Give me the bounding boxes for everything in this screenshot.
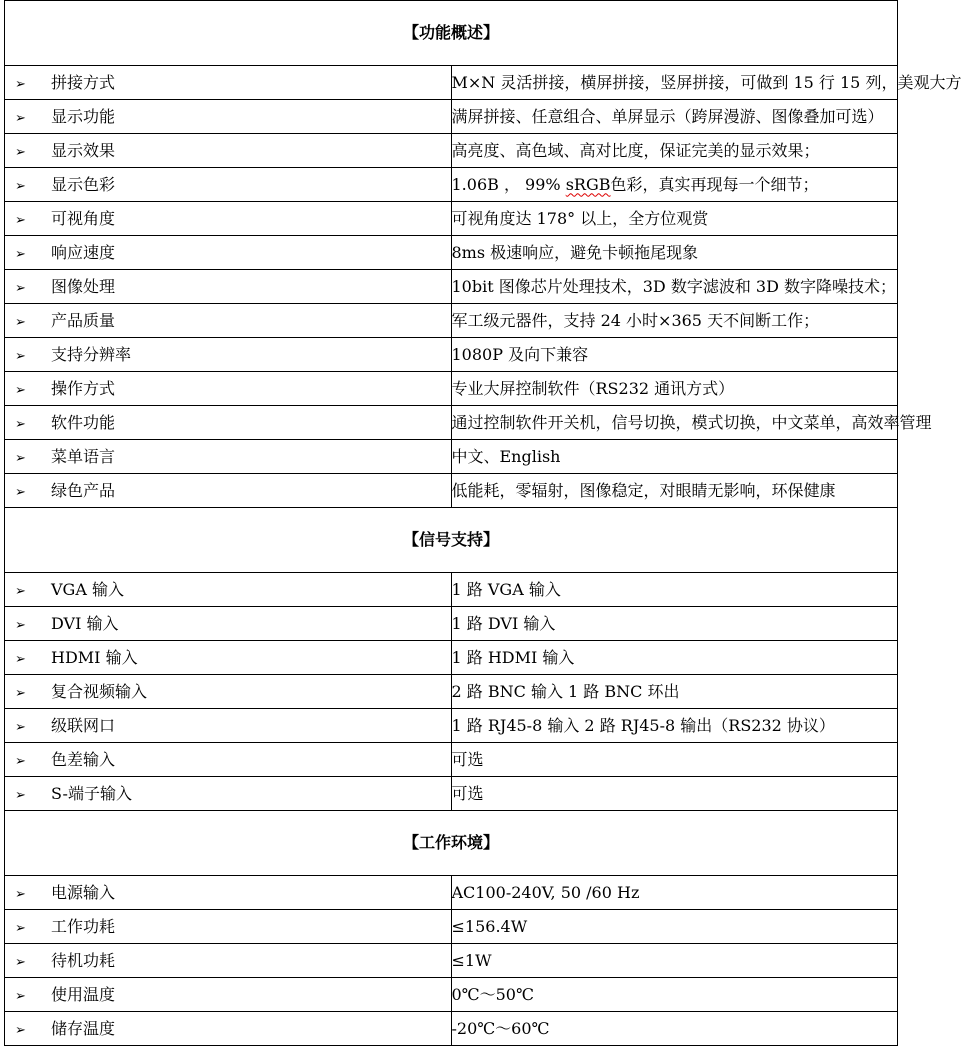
- spec-value: 可视角度达 178° 以上，全方位观赏: [451, 208, 709, 228]
- spec-row: [5, 777, 898, 811]
- spec-value: 可选: [451, 749, 484, 769]
- spec-label-cell: [5, 944, 452, 978]
- spec-row: [5, 66, 898, 100]
- arrow-bullet-icon: ➢: [15, 144, 26, 160]
- spec-label: HDMI 输入: [51, 647, 138, 667]
- spec-value-cell: [451, 304, 898, 338]
- spec-row: [5, 573, 898, 607]
- spec-label: 色差输入: [51, 749, 116, 769]
- spec-value-cell: [451, 743, 898, 777]
- spec-label-cell: [5, 573, 452, 607]
- spec-value-cell: [451, 406, 932, 440]
- spec-value: 中文、English: [451, 446, 561, 466]
- spec-value-cell: [451, 641, 898, 675]
- spec-label-cell: [5, 607, 452, 641]
- arrow-bullet-icon: ➢: [15, 954, 26, 970]
- spec-row: [5, 1012, 898, 1046]
- spec-label-cell: [5, 978, 452, 1012]
- spec-label-cell: [5, 100, 452, 134]
- section-header-row: [5, 1, 898, 66]
- section-header-row: [5, 508, 898, 573]
- spec-label-cell: [5, 709, 452, 743]
- spec-value: 1080P 及向下兼容: [451, 344, 589, 364]
- spec-label: 工作功耗: [51, 916, 116, 936]
- arrow-bullet-icon: ➢: [15, 416, 26, 432]
- spec-label-cell: [5, 338, 452, 372]
- spec-label-cell: [5, 1012, 452, 1046]
- spec-row: [5, 270, 898, 304]
- spec-label: 待机功耗: [51, 950, 116, 970]
- spec-label: DVI 输入: [51, 613, 119, 633]
- arrow-bullet-icon: ➢: [15, 348, 26, 364]
- spec-row: [5, 406, 898, 440]
- spec-row: [5, 474, 898, 508]
- spec-value: ≤156.4W: [451, 916, 528, 936]
- arrow-bullet-icon: ➢: [15, 110, 26, 126]
- arrow-bullet-icon: ➢: [15, 178, 26, 194]
- spec-label-cell: [5, 270, 452, 304]
- spec-label: 软件功能: [51, 412, 116, 432]
- spec-label: 使用温度: [51, 984, 116, 1004]
- arrow-bullet-icon: ➢: [15, 314, 26, 330]
- spec-value: 专业大屏控制软件（RS232 通讯方式）: [451, 378, 735, 398]
- spec-label: 拼接方式: [51, 72, 116, 92]
- spec-row: [5, 743, 898, 777]
- spec-label-cell: [5, 66, 452, 100]
- spec-row: [5, 641, 898, 675]
- spec-label-cell: [5, 202, 452, 236]
- arrow-bullet-icon: ➢: [15, 450, 26, 466]
- spec-value-cell: [451, 474, 898, 508]
- spec-table-body: [5, 1, 961, 1046]
- spec-label-cell: [5, 440, 452, 474]
- arrow-bullet-icon: ➢: [15, 382, 26, 398]
- spec-value-part: 色彩，真实再现每一个细节；: [610, 174, 819, 194]
- spec-value: 1 路 DVI 输入: [451, 613, 556, 633]
- spec-label-cell: [5, 474, 452, 508]
- spec-label-cell: [5, 304, 452, 338]
- spec-row: [5, 100, 898, 134]
- spec-value: 军工级元器件，支持 24 小时×365 天不间断工作；: [451, 310, 820, 330]
- arrow-bullet-icon: ➢: [15, 484, 26, 500]
- spec-value: 可选: [451, 783, 484, 803]
- arrow-bullet-icon: ➢: [15, 988, 26, 1004]
- spec-value: 0℃～50℃: [451, 984, 534, 1004]
- spec-label: 绿色产品: [51, 480, 116, 500]
- arrow-bullet-icon: ➢: [15, 651, 26, 667]
- spec-row: [5, 304, 898, 338]
- spec-label: 显示色彩: [51, 174, 116, 194]
- spec-value: 1 路 RJ45-8 输入 2 路 RJ45-8 输出（RS232 协议）: [451, 715, 835, 735]
- arrow-bullet-icon: ➢: [15, 76, 26, 92]
- spec-value-cell: [451, 978, 898, 1012]
- spec-label-cell: [5, 641, 452, 675]
- spec-label: 复合视频输入: [51, 681, 148, 701]
- spec-value-cell: [451, 372, 898, 406]
- spec-label-cell: [5, 910, 452, 944]
- spec-row: [5, 675, 898, 709]
- spec-value-cell: [451, 134, 898, 168]
- spec-label: 支持分辨率: [51, 344, 132, 364]
- spec-value-part: 1.06B ， 99%: [451, 174, 566, 194]
- spellcheck-marked-text: sRGB: [565, 174, 611, 194]
- spec-label: 可视角度: [51, 208, 116, 228]
- spec-value: 满屏拼接、任意组合、单屏显示（跨屏漫游、图像叠加可选）: [451, 106, 884, 126]
- spec-table: [4, 0, 961, 1046]
- arrow-bullet-icon: ➢: [15, 583, 26, 599]
- section-title: 【功能概述】: [5, 1, 898, 66]
- arrow-bullet-icon: ➢: [15, 719, 26, 735]
- spec-label-cell: [5, 743, 452, 777]
- spec-value-cell: [451, 777, 898, 811]
- spec-row: [5, 709, 898, 743]
- spec-value-cell: [451, 910, 898, 944]
- spec-row: [5, 134, 898, 168]
- arrow-bullet-icon: ➢: [15, 753, 26, 769]
- spec-row: [5, 607, 898, 641]
- spec-value: 1 路 VGA 输入: [451, 579, 561, 599]
- spec-label: 操作方式: [51, 378, 116, 398]
- spec-row: [5, 910, 898, 944]
- spec-label-cell: [5, 168, 452, 202]
- spec-label: 电源输入: [51, 882, 116, 902]
- spec-value-cell: [451, 202, 898, 236]
- spec-label: 图像处理: [51, 276, 116, 296]
- spec-label: S-端子输入: [51, 783, 132, 803]
- spec-row: [5, 876, 898, 910]
- spec-label-cell: [5, 675, 452, 709]
- section-title: 【工作环境】: [5, 811, 898, 876]
- spec-label: 储存温度: [51, 1018, 116, 1038]
- spec-label-cell: [5, 372, 452, 406]
- spec-label: 菜单语言: [51, 446, 116, 466]
- arrow-bullet-icon: ➢: [15, 617, 26, 633]
- spec-row: [5, 338, 898, 372]
- arrow-bullet-icon: ➢: [15, 920, 26, 936]
- spec-value: 通过控制软件开关机，信号切换，模式切换，中文菜单，高效率管理: [451, 412, 932, 432]
- spec-label: VGA 输入: [51, 579, 124, 599]
- spec-value-cell: [451, 66, 961, 100]
- spec-row: [5, 440, 898, 474]
- spec-label: 响应速度: [51, 242, 116, 262]
- spec-value: AC100-240V, 50 /60 Hz: [451, 882, 640, 902]
- spec-label: 级联网口: [51, 715, 116, 735]
- spec-value-cell: [451, 236, 898, 270]
- spec-value-cell: [451, 709, 898, 743]
- spec-value-cell: [451, 876, 898, 910]
- spec-value-cell: [451, 675, 898, 709]
- spec-label-cell: [5, 134, 452, 168]
- spec-value: 1 路 HDMI 输入: [451, 647, 575, 667]
- spec-label-cell: [5, 406, 452, 440]
- spec-label-cell: [5, 777, 452, 811]
- spec-value-cell: [451, 440, 898, 474]
- spec-value: 高亮度、高色域、高对比度，保证完美的显示效果；: [451, 140, 820, 160]
- spec-value: M×N 灵活拼接，横屏拼接，竖屏拼接，可做到 15 行 15 列，美观大方: [451, 72, 961, 92]
- spec-value-cell: [451, 338, 898, 372]
- spec-value: 2 路 BNC 输入 1 路 BNC 环出: [451, 681, 680, 701]
- arrow-bullet-icon: ➢: [15, 246, 26, 262]
- spec-value: 10bit 图像芯片处理技术，3D 数字滤波和 3D 数字降噪技术；: [451, 276, 897, 296]
- spec-value-cell: [451, 944, 898, 978]
- spec-value-cell: [451, 270, 898, 304]
- arrow-bullet-icon: ➢: [15, 1022, 26, 1038]
- spec-row: [5, 944, 898, 978]
- arrow-bullet-icon: ➢: [15, 787, 26, 803]
- spec-label: 显示功能: [51, 106, 116, 126]
- spec-value-cell: [451, 607, 898, 641]
- spec-label: 显示效果: [51, 140, 116, 160]
- arrow-bullet-icon: ➢: [15, 280, 26, 296]
- arrow-bullet-icon: ➢: [15, 212, 26, 228]
- spec-row: [5, 372, 898, 406]
- spec-value: -20℃～60℃: [451, 1018, 550, 1038]
- spec-label-cell: [5, 236, 452, 270]
- spec-row: [5, 168, 898, 202]
- spec-row: [5, 978, 898, 1012]
- spec-value: 低能耗，零辐射，图像稳定，对眼睛无影响，环保健康: [451, 480, 836, 500]
- spec-label-cell: [5, 876, 452, 910]
- section-title: 【信号支持】: [5, 508, 898, 573]
- spec-label: 产品质量: [51, 310, 116, 330]
- spec-value-cell: [451, 1012, 898, 1046]
- spec-value-cell: [451, 168, 898, 202]
- section-header-row: [5, 811, 898, 876]
- spec-value-cell: [451, 573, 898, 607]
- spec-value: 8ms 极速响应，避免卡顿拖尾现象: [451, 242, 699, 262]
- spec-value-cell: [451, 100, 898, 134]
- arrow-bullet-icon: ➢: [15, 886, 26, 902]
- arrow-bullet-icon: ➢: [15, 685, 26, 701]
- spec-row: [5, 202, 898, 236]
- spec-row: [5, 236, 898, 270]
- spec-value: ≤1W: [451, 950, 492, 970]
